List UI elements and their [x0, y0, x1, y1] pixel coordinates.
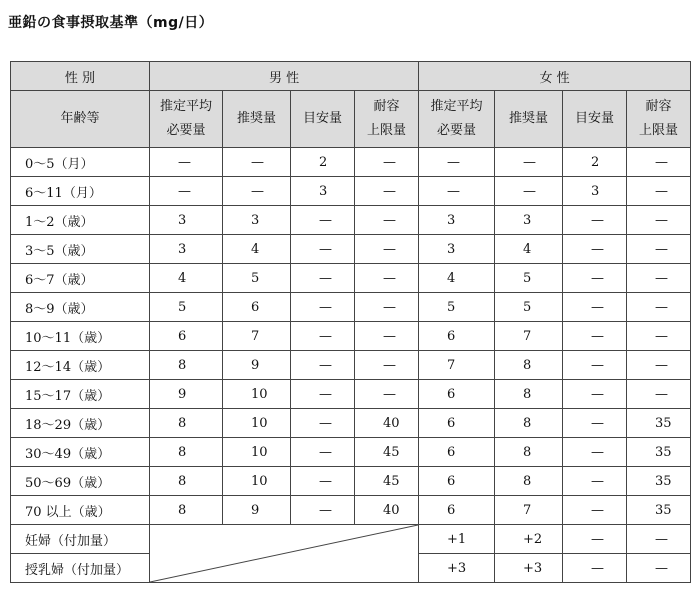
male-rda-cell: 6: [223, 293, 291, 322]
diagonal-line: [150, 525, 418, 582]
female-ai-cell: —: [563, 525, 627, 554]
female-ai-header: 目安量: [563, 91, 627, 148]
female-ul-cell: 35: [627, 438, 691, 467]
male-ear-cell: —: [150, 148, 223, 177]
male-ul-cell: —: [355, 293, 419, 322]
male-ear-cell: 3: [150, 235, 223, 264]
female-ear-cell: 6: [419, 467, 495, 496]
female-ear-cell: 7: [419, 351, 495, 380]
female-rda-cell: 5: [495, 293, 563, 322]
female-ul-cell: —: [627, 264, 691, 293]
male-not-applicable-cell: [150, 525, 419, 583]
female-rda-cell: 8: [495, 467, 563, 496]
male-ai-cell: 2: [291, 148, 355, 177]
male-rda-cell: —: [223, 177, 291, 206]
male-ul-cell: —: [355, 264, 419, 293]
male-rda-header: 推奨量: [223, 91, 291, 148]
female-ear-cell: 6: [419, 496, 495, 525]
age-cell: 1～2（歳）: [11, 206, 150, 235]
female-rda-cell: +3: [495, 554, 563, 583]
age-cell: 15～17（歳）: [11, 380, 150, 409]
female-rda-cell: 3: [495, 206, 563, 235]
female-ear-cell: 3: [419, 235, 495, 264]
male-rda-cell: 10: [223, 409, 291, 438]
male-ear-cell: 6: [150, 322, 223, 351]
female-ul-cell: —: [627, 380, 691, 409]
female-ai-cell: 3: [563, 177, 627, 206]
male-ai-cell: —: [291, 322, 355, 351]
page-title: 亜鉛の食事摂取基準（mg/日）: [8, 15, 214, 31]
female-ear-cell: 6: [419, 438, 495, 467]
male-rda-cell: —: [223, 148, 291, 177]
male-ul-cell: 45: [355, 467, 419, 496]
female-ai-cell: —: [563, 206, 627, 235]
age-label: 年齢等: [11, 91, 150, 148]
zinc-intake-table: [10, 61, 691, 583]
header-row-sex: [11, 62, 691, 91]
female-ear-cell: 3: [419, 206, 495, 235]
male-ul-cell: —: [355, 206, 419, 235]
female-ai-cell: —: [563, 409, 627, 438]
table-row-pregnant: [11, 525, 691, 554]
male-ear-cell: 8: [150, 438, 223, 467]
female-ear-cell: +3: [419, 554, 495, 583]
age-cell: 18～29（歳）: [11, 409, 150, 438]
female-ul-cell: —: [627, 554, 691, 583]
male-rda-cell: 9: [223, 496, 291, 525]
female-ear-cell: +1: [419, 525, 495, 554]
male-ai-cell: —: [291, 380, 355, 409]
male-ul-header: 耐容 上限量: [355, 91, 419, 148]
table-row: [11, 438, 691, 467]
female-ai-cell: —: [563, 235, 627, 264]
female-ear-header: 推定平均 必要量: [419, 91, 495, 148]
age-cell: 0～5（月）: [11, 148, 150, 177]
age-cell: 10～11（歳）: [11, 322, 150, 351]
table-row: [11, 351, 691, 380]
male-ul-cell: —: [355, 322, 419, 351]
female-ul-cell: 35: [627, 496, 691, 525]
female-rda-cell: 4: [495, 235, 563, 264]
age-cell: 70 以上（歳）: [11, 496, 150, 525]
female-rda-cell: 7: [495, 496, 563, 525]
age-cell: 6～11（月）: [11, 177, 150, 206]
male-ear-cell: 5: [150, 293, 223, 322]
male-rda-cell: 10: [223, 467, 291, 496]
male-ai-cell: —: [291, 206, 355, 235]
male-header: 男 性: [150, 62, 419, 91]
female-ul-cell: —: [627, 322, 691, 351]
male-ul-cell: 40: [355, 496, 419, 525]
female-rda-cell: 5: [495, 264, 563, 293]
male-ai-cell: —: [291, 496, 355, 525]
age-cell: 3～5（歳）: [11, 235, 150, 264]
table-body: [11, 148, 691, 583]
table-row: [11, 409, 691, 438]
male-ai-cell: —: [291, 438, 355, 467]
female-rda-cell: 8: [495, 351, 563, 380]
male-ul-cell: 45: [355, 438, 419, 467]
female-ul-cell: —: [627, 148, 691, 177]
male-ul-cell: —: [355, 235, 419, 264]
male-ai-cell: —: [291, 293, 355, 322]
male-ul-cell: —: [355, 380, 419, 409]
lactating-label: 授乳婦（付加量）: [11, 554, 150, 583]
female-ai-cell: —: [563, 467, 627, 496]
table-row: [11, 148, 691, 177]
male-ai-cell: 3: [291, 177, 355, 206]
table-row: [11, 177, 691, 206]
female-ai-cell: —: [563, 264, 627, 293]
age-cell: 8～9（歳）: [11, 293, 150, 322]
female-ear-cell: —: [419, 148, 495, 177]
female-ai-cell: —: [563, 438, 627, 467]
age-cell: 12～14（歳）: [11, 351, 150, 380]
header-row-columns: [11, 91, 691, 148]
female-ear-cell: 4: [419, 264, 495, 293]
female-ai-cell: —: [563, 322, 627, 351]
female-rda-header: 推奨量: [495, 91, 563, 148]
male-ai-cell: —: [291, 264, 355, 293]
female-ai-cell: —: [563, 496, 627, 525]
male-ear-cell: 9: [150, 380, 223, 409]
male-rda-cell: 7: [223, 322, 291, 351]
female-rda-cell: 8: [495, 438, 563, 467]
male-rda-cell: 3: [223, 206, 291, 235]
age-cell: 6～7（歳）: [11, 264, 150, 293]
male-ai-cell: —: [291, 235, 355, 264]
female-ul-cell: —: [627, 525, 691, 554]
female-ul-cell: 35: [627, 467, 691, 496]
male-ear-cell: 8: [150, 409, 223, 438]
male-ai-cell: —: [291, 409, 355, 438]
female-ul-cell: —: [627, 293, 691, 322]
female-ul-cell: —: [627, 235, 691, 264]
male-ear-header: 推定平均 必要量: [150, 91, 223, 148]
female-ai-cell: —: [563, 351, 627, 380]
table-row: [11, 206, 691, 235]
male-ul-cell: —: [355, 351, 419, 380]
male-ear-cell: 8: [150, 496, 223, 525]
table-row: [11, 322, 691, 351]
male-ul-cell: —: [355, 177, 419, 206]
female-rda-cell: +2: [495, 525, 563, 554]
sex-label: 性 別: [11, 62, 150, 91]
male-ear-cell: 4: [150, 264, 223, 293]
male-rda-cell: 4: [223, 235, 291, 264]
female-ai-cell: 2: [563, 148, 627, 177]
female-ear-cell: 6: [419, 409, 495, 438]
table-row: [11, 467, 691, 496]
male-ai-cell: —: [291, 351, 355, 380]
female-ai-cell: —: [563, 293, 627, 322]
female-ear-cell: 6: [419, 322, 495, 351]
male-rda-cell: 5: [223, 264, 291, 293]
male-ear-cell: 8: [150, 351, 223, 380]
table-row: [11, 235, 691, 264]
table-row: [11, 496, 691, 525]
female-ear-cell: —: [419, 177, 495, 206]
pregnant-label: 妊婦（付加量）: [11, 525, 150, 554]
male-ear-cell: 8: [150, 467, 223, 496]
female-rda-cell: 7: [495, 322, 563, 351]
male-rda-cell: 10: [223, 380, 291, 409]
male-ear-cell: 3: [150, 206, 223, 235]
age-cell: 50～69（歳）: [11, 467, 150, 496]
female-ear-cell: 6: [419, 380, 495, 409]
female-rda-cell: 8: [495, 409, 563, 438]
female-ul-cell: —: [627, 177, 691, 206]
female-ai-cell: —: [563, 554, 627, 583]
age-cell: 30～49（歳）: [11, 438, 150, 467]
female-ul-cell: —: [627, 206, 691, 235]
male-ul-cell: —: [355, 148, 419, 177]
male-ul-cell: 40: [355, 409, 419, 438]
female-header: 女 性: [419, 62, 691, 91]
male-ai-header: 目安量: [291, 91, 355, 148]
female-ai-cell: —: [563, 380, 627, 409]
male-rda-cell: 9: [223, 351, 291, 380]
female-ul-header: 耐容 上限量: [627, 91, 691, 148]
male-ai-cell: —: [291, 467, 355, 496]
female-rda-cell: 8: [495, 380, 563, 409]
table-row: [11, 380, 691, 409]
male-ear-cell: —: [150, 177, 223, 206]
table-row: [11, 293, 691, 322]
male-rda-cell: 10: [223, 438, 291, 467]
female-rda-cell: —: [495, 177, 563, 206]
table-row: [11, 264, 691, 293]
female-ul-cell: —: [627, 351, 691, 380]
female-rda-cell: —: [495, 148, 563, 177]
female-ear-cell: 5: [419, 293, 495, 322]
female-ul-cell: 35: [627, 409, 691, 438]
